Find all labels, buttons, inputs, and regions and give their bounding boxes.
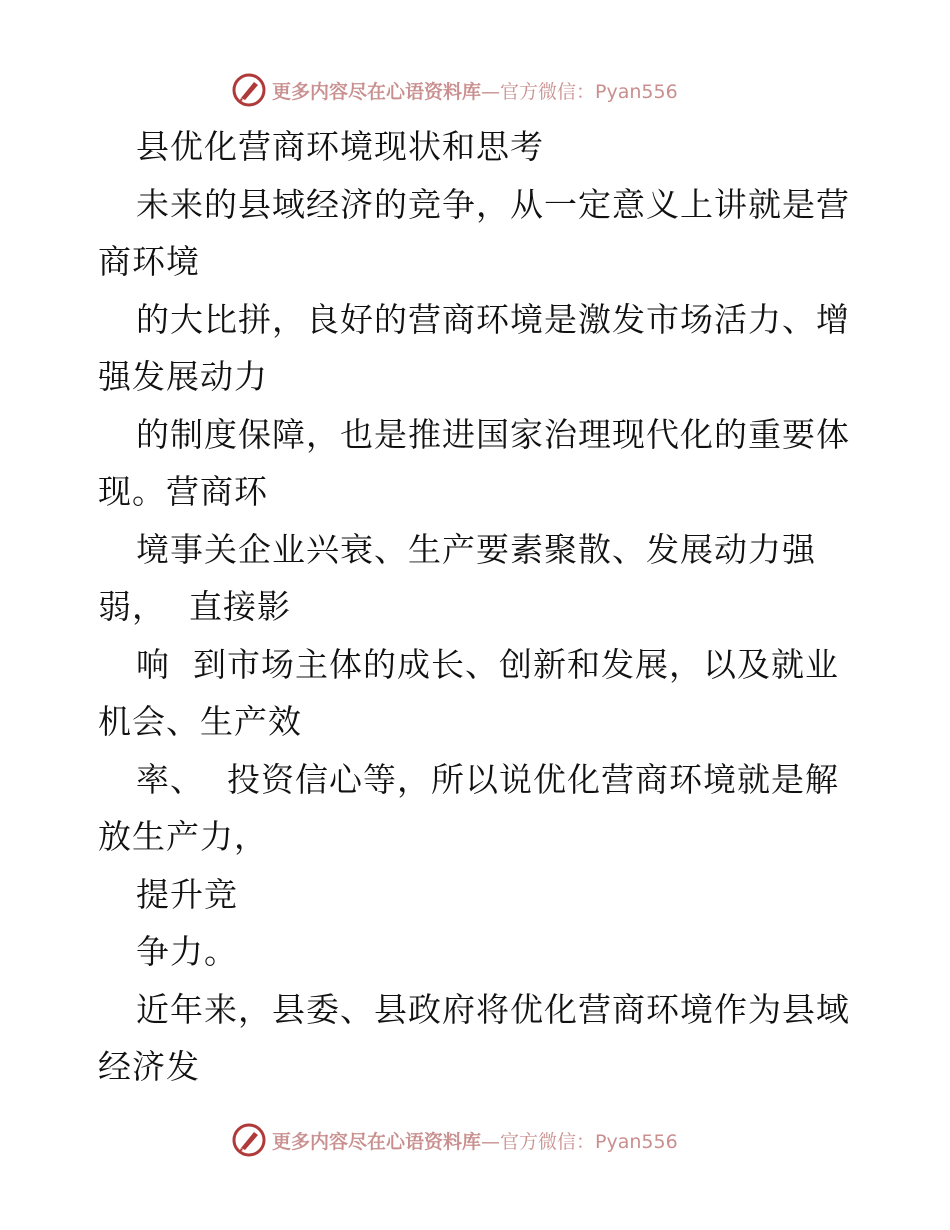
text-line: 率、 投资信心等，所以说优化营商环境就是解	[136, 759, 839, 799]
text-line: 近年来，县委、县政府将优化营商环境作为县域	[136, 989, 850, 1029]
banner-site-text: 更多内容尽在心语资料库	[272, 80, 482, 103]
document-title: 县优化营商环境现状和思考	[136, 127, 544, 166]
text-line: 争力。	[136, 932, 238, 971]
text-line: 商环境	[98, 242, 200, 281]
text-line: 放生产力，	[98, 817, 268, 856]
quill-pen-logo-icon	[232, 1123, 266, 1157]
text-line: 机会、生产效	[98, 702, 302, 741]
text-line: 经济发	[98, 1047, 200, 1086]
text-line: 的制度保障，也是推进国家治理现代化的重要体	[136, 414, 850, 454]
banner-site-text: 更多内容尽在心语资料库	[272, 1130, 482, 1153]
document-body	[98, 118, 858, 1096]
text-line: 现。营商环	[98, 472, 268, 511]
text-line: 响 到市场主体的成长、创新和发展，以及就业	[136, 644, 839, 684]
footer-banner	[232, 1120, 678, 1160]
banner-wechat-text: —官方微信：Pyan556	[481, 80, 678, 103]
text-line: 提升竞	[136, 874, 238, 914]
text-line: 未来的县域经济的竞争，从一定意义上讲就是营	[136, 184, 850, 224]
quill-pen-logo-icon	[232, 73, 266, 107]
text-line: 的大比拼，良好的营商环境是激发市场活力、增	[136, 299, 850, 339]
text-line: 弱， 直接影	[98, 587, 291, 626]
header-banner	[232, 70, 678, 110]
text-line: 强发展动力	[98, 357, 268, 396]
banner-wechat-text: —官方微信：Pyan556	[481, 1130, 678, 1153]
text-line: 境事关企业兴衰、生产要素聚散、发展动力强	[136, 529, 816, 569]
